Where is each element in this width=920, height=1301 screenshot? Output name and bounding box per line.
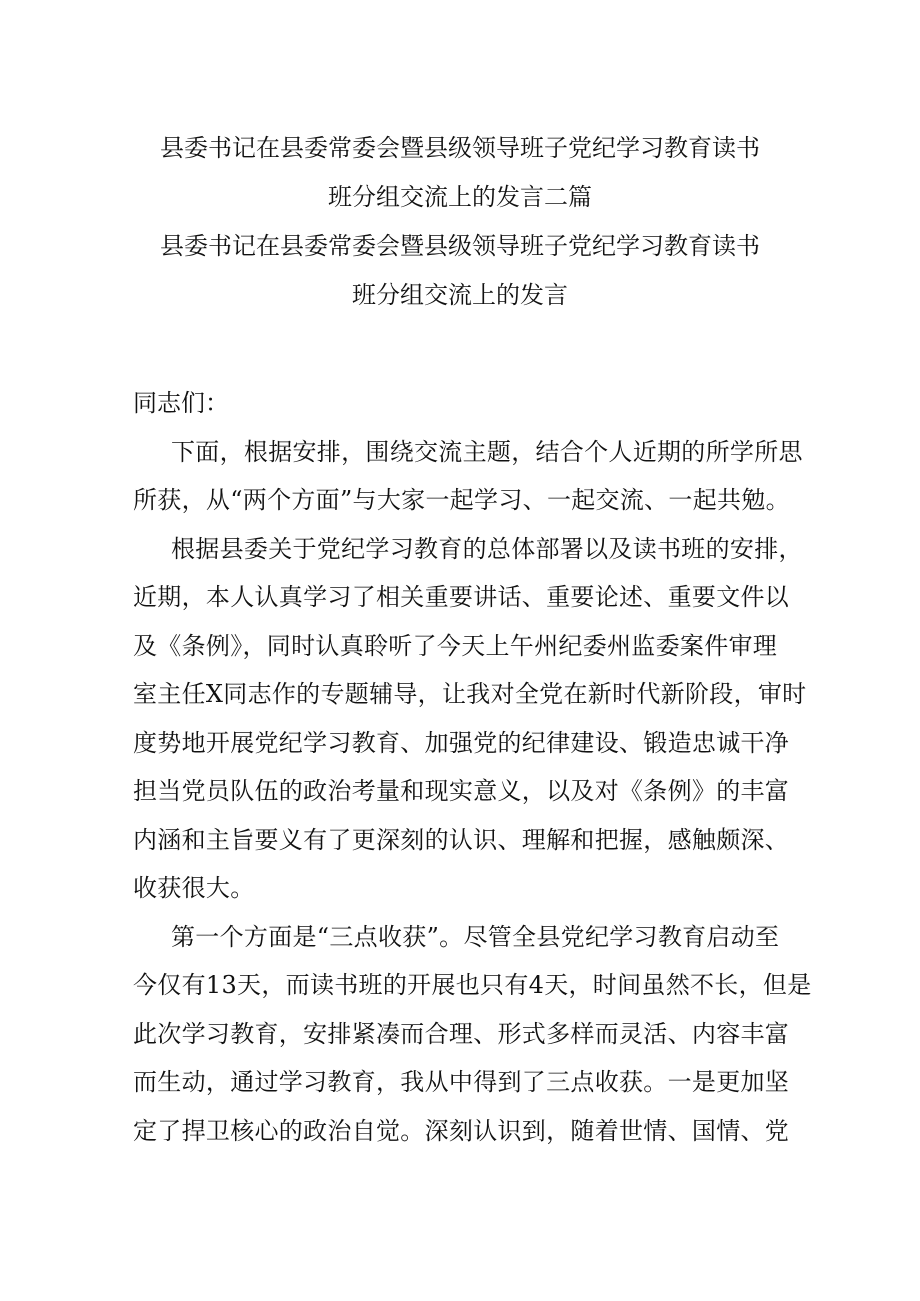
paragraph-line: 及《条例》，同时认真聆听了今天上午州纪委州监委案件审理 bbox=[133, 631, 778, 660]
paragraph-2 bbox=[133, 525, 807, 913]
paragraph-line: 今仅有13天，而读书班的开展也只有4天，时间虽然不长，但是 bbox=[133, 971, 812, 999]
paragraph-line: 内涵和主旨要义有了更深刻的认识、理解和把握，感触颇深、 bbox=[133, 825, 790, 854]
paragraph-line: 定了捍卫核心的政治自觉。深刻认识到，随着世情、国情、党 bbox=[133, 1116, 790, 1145]
paragraph-line: 下面，根据安排，围绕交流主题，结合个人近期的所学所思 bbox=[171, 437, 803, 466]
paragraph-line: 度势地开展党纪学习教育、加强党的纪律建设、锻造忠诚干净 bbox=[133, 728, 790, 757]
title-line-1: 县委书记在县委常委会暨县级领导班子党纪学习教育读书 bbox=[160, 134, 760, 162]
paragraph-line: 收获很大。 bbox=[133, 874, 255, 902]
paragraph-line: 所获，从“两个方面”与大家一起学习、一起交流、一起共勉。 bbox=[133, 486, 790, 514]
paragraph-line: 此次学习教育，安排紧凑而合理、形式多样而灵活、内容丰富 bbox=[133, 1019, 790, 1048]
document-title bbox=[0, 124, 920, 320]
paragraph-3 bbox=[133, 913, 812, 1156]
title-line-4: 班分组交流上的发言 bbox=[352, 281, 568, 309]
paragraph-line: 室主任X同志作的专题辅导，让我对全党在新时代新阶段，审时 bbox=[133, 680, 807, 708]
salutation: 同志们： bbox=[133, 389, 229, 417]
paragraph-line: 第一个方面是“三点收获”。尽管全县党纪学习教育启动至 bbox=[171, 922, 780, 951]
title-line-3: 县委书记在县委常委会暨县级领导班子党纪学习教育读书 bbox=[160, 232, 760, 260]
paragraph-line: 而生动，通过学习教育，我从中得到了三点收获。一是更加坚 bbox=[133, 1068, 790, 1096]
title-line-2: 班分组交流上的发言二篇 bbox=[328, 183, 592, 211]
paragraph-1 bbox=[133, 428, 803, 525]
paragraph-line: 近期，本人认真学习了相关重要讲话、重要论述、重要文件以 bbox=[133, 583, 790, 611]
paragraph-line: 担当党员队伍的政治考量和现实意义，以及对《条例》的丰富 bbox=[133, 777, 790, 805]
paragraph-line: 根据县委关于党纪学习教育的总体部署以及读书班的安排， bbox=[171, 534, 803, 563]
document-body bbox=[133, 379, 812, 1155]
